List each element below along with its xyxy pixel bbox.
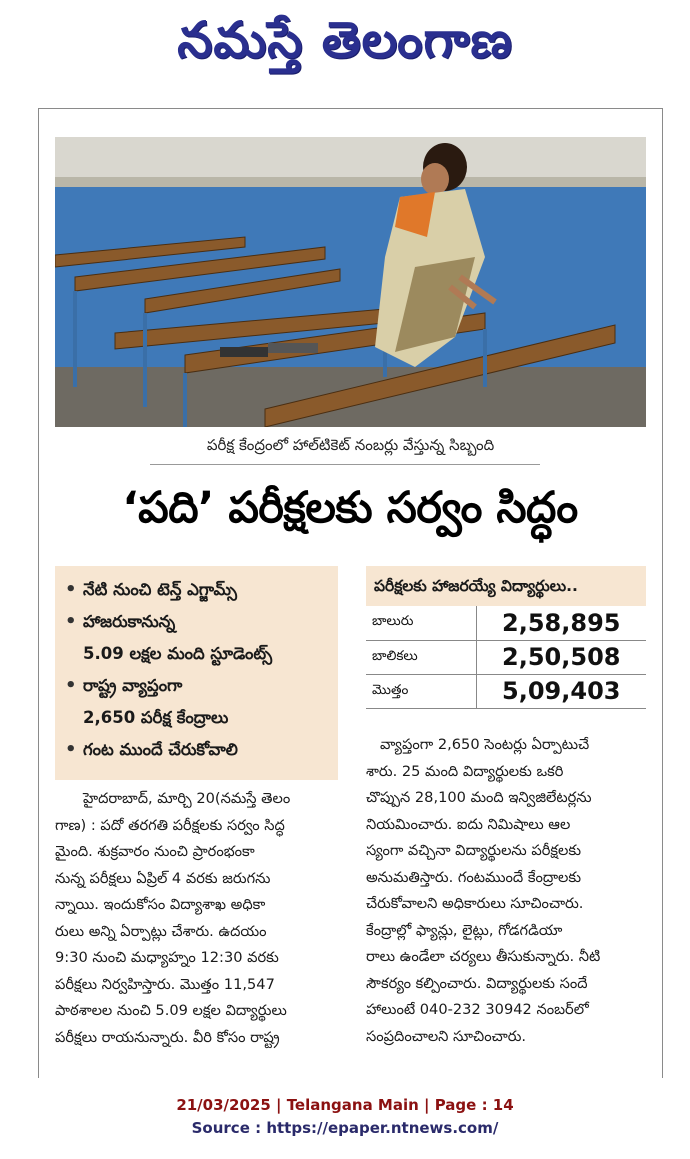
stats-value: 5,09,403	[476, 674, 646, 708]
stats-heading: పరీక్షలకు హాజరయ్యే విద్యార్థులు..	[366, 566, 646, 606]
bullet-icon: •	[65, 675, 77, 696]
bullet-icon: •	[65, 611, 77, 632]
article-line: సౌకర్యం కల్పించారు. విద్యార్థులకు సందే	[366, 974, 588, 992]
stats-table	[366, 606, 646, 709]
article-line: నున్న పరీక్షలు ఏప్రిల్ 4 వరకు జరుగను	[55, 869, 271, 887]
footer	[0, 1094, 690, 1140]
article-line: శారు. 25 మంది విద్యార్థులకు ఒకరి	[366, 762, 564, 780]
article-line: స్యంగా వచ్చినా విద్యార్థులను పరీక్షలకు	[366, 842, 582, 859]
article-line: చేరుకోవాలని అధికారులు సూచించారు.	[366, 895, 584, 912]
highlight-item: • రాష్ట్ర వ్యాప్తంగా 2,650 పరీక్ష కేంద్రాలు	[65, 670, 330, 734]
stats-box	[366, 566, 646, 716]
news-photo	[55, 137, 646, 427]
article-line: మైంది. శుక్రవారం నుంచి ప్రారంభంకా	[55, 843, 255, 860]
article-line: రాలు ఉండేలా చర్యలు తీసుకున్నారు. నీటి	[366, 948, 601, 965]
article-column-right	[366, 732, 646, 1050]
photo-caption: పరీక్ష కేంద్రంలో హాల్‌టికెట్ నంబర్లు వేస్తున్న సిబ్బంది	[206, 436, 495, 454]
stats-label: బాలురు	[366, 606, 476, 640]
footer-source: Source : https://epaper.ntnews.com/	[191, 1119, 499, 1137]
article-line: నియమించారు. ఐదు నిమిషాలు ఆల	[366, 815, 571, 833]
article-line: న్నాయి. ఇందుకోసం విద్యాశాఖ అధికా	[55, 896, 266, 913]
article-line: గాణ) : పదో తరగతి పరీక్షలకు సర్వం సిద్ధ	[55, 816, 285, 834]
stats-value: 2,50,508	[476, 640, 646, 674]
stats-value: 2,58,895	[476, 606, 646, 640]
stats-row	[366, 640, 646, 674]
article-line: రులు అన్ని ఏర్పాట్లు చేశారు. ఉదయం	[55, 922, 267, 940]
article-column-left	[55, 786, 338, 1051]
article-line: పరీక్షలు నిర్వహిస్తారు. మొత్తం 11,547	[55, 975, 275, 993]
stats-row	[366, 674, 646, 708]
article-line: చొప్పున 28,100 మంది ఇన్విజిలేటర్లను	[366, 789, 592, 806]
headline: ‘పది’ పరీక్షలకు సర్వం సిద్ధం	[122, 483, 578, 533]
stats-row	[366, 606, 646, 640]
article-line: పాఠశాలల నుంచి 5.09 లక్షల విద్యార్థులు	[55, 1002, 287, 1019]
stats-label: మొత్తం	[366, 674, 476, 708]
article-line: వ్యాప్తంగా 2,650 సెంటర్లు ఏర్పాటుచే	[380, 736, 590, 753]
caption-divider	[150, 464, 540, 465]
article-line: హాలుంటే 040-232 30942 నంబర్‌లో	[366, 1001, 589, 1018]
article-line: కేంద్రాల్లో ఫ్యాన్లు, లైట్లు, గోడగడియా	[366, 921, 563, 939]
bullet-icon: •	[65, 579, 77, 600]
article-line: సంప్రదించాలని సూచించారు.	[366, 1027, 527, 1045]
highlights-box	[55, 566, 338, 780]
highlight-item: • నేటి నుంచి టెన్త్ ఎగ్జామ్స్	[65, 574, 330, 606]
footer-date-page: 21/03/2025 | Telangana Main | Page : 14	[176, 1096, 514, 1114]
highlight-item: • హాజరుకానున్న 5.09 లక్షల మంది స్టూడెంట్స్	[65, 606, 330, 670]
bullet-icon: •	[65, 739, 77, 760]
article-line: హైదరాబాద్, మార్చి 20(నమస్తే తెలం	[83, 790, 291, 807]
article-line: 9:30 నుంచి మధ్యాహ్నం 12:30 వరకు	[55, 949, 279, 966]
article-line: పరీక్షలు రాయనున్నారు. వీరి కోసం రాష్ట్ర	[55, 1028, 280, 1046]
masthead-logo: నమస్తే తెలంగాణ	[177, 11, 513, 69]
article-line: అనుమతిస్తారు. గంటముందే కేంద్రాలకు	[366, 868, 582, 886]
highlight-item: • గంట ముందే చేరుకోవాలి	[65, 734, 330, 766]
stats-label: బాలికలు	[366, 640, 476, 674]
